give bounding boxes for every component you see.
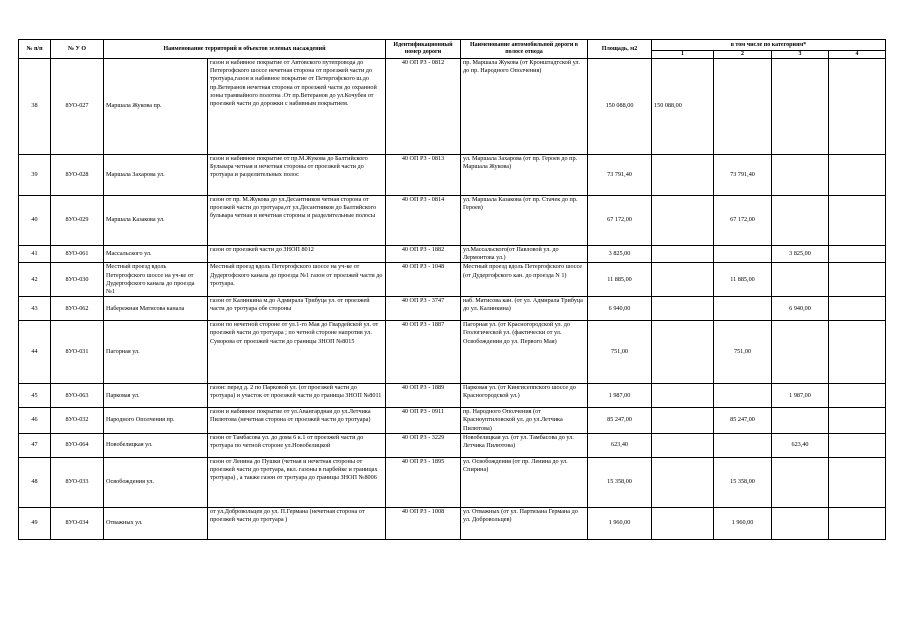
row-number: 45	[19, 384, 51, 408]
category-3-value: 6 940,00	[772, 297, 829, 321]
category-1-value	[652, 384, 714, 408]
category-2-value: 85 247,00	[714, 408, 772, 434]
uo-code: 8УО-061	[51, 246, 104, 263]
row-number: 43	[19, 297, 51, 321]
object-description: газон от Тамбасова ул. до дома 6 к.1 от проезжей части до тротуара по четной стороне ул.Новобелицкой	[208, 433, 386, 457]
object-description: газон и набивное покрытие от пр.М.Жукова до Балтийского Бульвара четная и нечетная стороны от проезжей части до тротуара и разделительных полос	[208, 155, 386, 196]
object-name: Парковая ул.	[104, 384, 208, 408]
road-id: 40 ОП РЗ - 0911	[386, 408, 461, 434]
object-description: Местный проезд вдоль Петергофского шоссе на уч-ке от Дудергофского канала до проезда №1 газон от проезжей части до тротуара.	[208, 263, 386, 297]
object-description: газон от проезжей части до ЗНОП 8012	[208, 246, 386, 263]
table-row	[19, 457, 886, 507]
row-number: 42	[19, 263, 51, 297]
uo-code: 8УО-062	[51, 297, 104, 321]
category-4-value	[829, 457, 886, 507]
category-3-value	[772, 196, 829, 246]
category-1-value: 150 088,00	[652, 59, 714, 155]
road-name: Новобелицкая ул. (от ул. Тамбасова до ул. Летчика Пилютова)	[461, 433, 588, 457]
area-value: 15 358,00	[588, 457, 652, 507]
category-1-value	[652, 507, 714, 539]
object-name: Массальского ул.	[104, 246, 208, 263]
header-row-1	[19, 40, 886, 51]
category-4-value	[829, 433, 886, 457]
col-header-hwy: Идентификационный номер дороги	[386, 40, 461, 59]
row-number: 39	[19, 155, 51, 196]
uo-code: 8УО-064	[51, 433, 104, 457]
area-value: 751,00	[588, 321, 652, 384]
road-name: ул. Отважных (от ул. Партизана Германа до ул. Добровольцев)	[461, 507, 588, 539]
category-1-value	[652, 263, 714, 297]
area-value: 73 791,40	[588, 155, 652, 196]
object-description: газон от Ленина до Пушки (четная и нечетная стороны от проезжей части до тротуара, вкл. газоны в парбейке и границах тротуара) , а также газон от тротуара до границы ЗНОП №8006	[208, 457, 386, 507]
area-value: 11 885,00	[588, 263, 652, 297]
category-1-value	[652, 433, 714, 457]
object-name: Набережная Матисова канала	[104, 297, 208, 321]
cat-header-1: 1	[652, 51, 714, 59]
area-value: 1 960,00	[588, 507, 652, 539]
row-number: 49	[19, 507, 51, 539]
uo-code: 8УО-027	[51, 59, 104, 155]
category-4-value	[829, 246, 886, 263]
category-2-value: 1 960,00	[714, 507, 772, 539]
category-1-value	[652, 321, 714, 384]
area-value: 1 987,00	[588, 384, 652, 408]
table-body	[19, 59, 886, 540]
table-row	[19, 297, 886, 321]
col-header-name: Наименование территорий и объектов зеленых насаждений	[104, 40, 386, 59]
row-number: 41	[19, 246, 51, 263]
uo-code: 8УО-063	[51, 384, 104, 408]
road-name: ул. Маршала Казакова (от пр. Стачек до пр. Героев)	[461, 196, 588, 246]
area-value: 623,40	[588, 433, 652, 457]
area-value: 150 088,00	[588, 59, 652, 155]
category-4-value	[829, 408, 886, 434]
category-4-value	[829, 196, 886, 246]
category-3-value	[772, 321, 829, 384]
col-header-categories: в том числе по категориям*	[652, 40, 886, 51]
object-name: Маршала Казакова ул.	[104, 196, 208, 246]
row-number: 48	[19, 457, 51, 507]
category-1-value	[652, 297, 714, 321]
cat-header-3: 3	[772, 51, 829, 59]
category-2-value	[714, 246, 772, 263]
col-header-area: Площадь, м2	[588, 40, 652, 59]
road-id: 40 ОП РЗ - 3229	[386, 433, 461, 457]
row-number: 38	[19, 59, 51, 155]
uo-code: 8УО-030	[51, 263, 104, 297]
table-row	[19, 196, 886, 246]
uo-code: 8УО-031	[51, 321, 104, 384]
area-value: 67 172,00	[588, 196, 652, 246]
object-name: Освобождения ул.	[104, 457, 208, 507]
object-description: от ул.Добровольцев до ул. П.Германа (нечетная сторона от проезжей части до тротуара )	[208, 507, 386, 539]
col-header-num: № п/п	[19, 40, 51, 59]
road-name: ул.Массальского(от Павловой ул. до Лермонтова ул.)	[461, 246, 588, 263]
cat-header-2: 2	[714, 51, 772, 59]
category-1-value	[652, 408, 714, 434]
table-row	[19, 246, 886, 263]
road-id: 40 ОП РЗ - 0813	[386, 155, 461, 196]
object-description: газон по нечетной стороне от ул.1-го Мая до Гвардейской ул. от проезжей части до тротуара ; по четной стороне напротив ул. Суворова от проезжей части до границы ЗНОП №8015	[208, 321, 386, 384]
category-3-value: 3 825,00	[772, 246, 829, 263]
object-name: Маршала Захарова ул.	[104, 155, 208, 196]
object-name: Отважных ул.	[104, 507, 208, 539]
road-name: Пагорная ул. (от Красногородской ул. до Геологической ул. (фактически от ул. Освобождения до ул. Первого Мая)	[461, 321, 588, 384]
object-description: газон от пр. М.Жукова до ул.Десантников четная сторона от проезжей части до тротуара,от ул.Десантников до Балтийского бульвара четная и нечетная стороны и разделительные полосы	[208, 196, 386, 246]
category-1-value	[652, 246, 714, 263]
road-name: Парковая ул. (от Кингисеппского шоссе до Красногородской ул.)	[461, 384, 588, 408]
category-3-value: 623,40	[772, 433, 829, 457]
green-spaces-table	[18, 39, 886, 540]
category-2-value	[714, 297, 772, 321]
category-4-value	[829, 297, 886, 321]
category-2-value: 15 358,00	[714, 457, 772, 507]
road-id: 40 ОП РЗ - 3747	[386, 297, 461, 321]
road-name: пр. Маршала Жукова (от Кронштадтской ул. до пр. Народного Ополчения)	[461, 59, 588, 155]
row-number: 44	[19, 321, 51, 384]
table-row	[19, 155, 886, 196]
table-row	[19, 507, 886, 539]
object-name: Маршала Жукова пр.	[104, 59, 208, 155]
object-name: Пагорная ул.	[104, 321, 208, 384]
road-name: пр. Народного Ополчения (от Красноуптиловской ул. до ул.Летчика Пилютова)	[461, 408, 588, 434]
road-id: 40 ОП РЗ - 1882	[386, 246, 461, 263]
col-header-road: Наименование автомобильной дороги в полосе отвода	[461, 40, 588, 59]
road-name: ул. Освобождения (от пр. Ленина до ул. Спирина)	[461, 457, 588, 507]
table-row	[19, 433, 886, 457]
category-2-value: 73 791,40	[714, 155, 772, 196]
road-id: 40 ОП РЗ - 0812	[386, 59, 461, 155]
category-2-value: 751,00	[714, 321, 772, 384]
category-1-value	[652, 155, 714, 196]
area-value: 85 247,00	[588, 408, 652, 434]
row-number: 47	[19, 433, 51, 457]
col-header-uo: № У О	[51, 40, 104, 59]
cat-header-4: 4	[829, 51, 886, 59]
object-name: Местный проезд вдоль Петергофского шоссе на уч-ке от Дудергофского канала до проезда №1	[104, 263, 208, 297]
category-1-value	[652, 196, 714, 246]
row-number: 40	[19, 196, 51, 246]
road-id: 40 ОП РЗ - 1048	[386, 263, 461, 297]
category-3-value	[772, 263, 829, 297]
road-name: ул. Маршала Захарова (от пр. Героев до пр. Маршала Жукова)	[461, 155, 588, 196]
category-4-value	[829, 263, 886, 297]
category-2-value: 11 885,00	[714, 263, 772, 297]
road-id: 40 ОП РЗ - 0814	[386, 196, 461, 246]
object-description: газон и набивное покрытие от ул.Авангардная до ул.Летчика Пилютова (нечетная сторона от проезжей части до тротуара)	[208, 408, 386, 434]
road-id: 40 ОП РЗ - 1008	[386, 507, 461, 539]
category-2-value: 67 172,00	[714, 196, 772, 246]
category-4-value	[829, 59, 886, 155]
object-description: газон и набивное покрытие от Автовского путепровода до Петергофского шоссе нечетная сторона от проезжей части до тротуара,газон и набивное покрытие от Петергофского ш.до пр.Ветеранов нечетная сторона от проезжей части до охранной зоны трамвайного полотна .От пр.Ветеранов до ул.Кочубея от проезжей части до дорожки с набивным покрытием.	[208, 59, 386, 155]
category-3-value: 1 987,00	[772, 384, 829, 408]
uo-code: 8УО-032	[51, 408, 104, 434]
row-number: 46	[19, 408, 51, 434]
table-row	[19, 263, 886, 297]
road-name: Местный проезд вдоль Петергофского шоссе (от Дудергофского кан. до проезда N 1)	[461, 263, 588, 297]
uo-code: 8УО-033	[51, 457, 104, 507]
road-name: наб. Матисова кан. (от ул. Адмирала Трибуца до ул. Калинкина)	[461, 297, 588, 321]
category-4-value	[829, 321, 886, 384]
object-name: Народного Ополчения пр.	[104, 408, 208, 434]
category-3-value	[772, 507, 829, 539]
category-3-value	[772, 408, 829, 434]
uo-code: 8УО-028	[51, 155, 104, 196]
category-4-value	[829, 507, 886, 539]
category-3-value	[772, 457, 829, 507]
category-4-value	[829, 155, 886, 196]
table-row	[19, 59, 886, 155]
object-description: газон от Калинкина м.до Адмирала Трибуца ул. от проезжей части до тротуара обе стороны	[208, 297, 386, 321]
road-id: 40 ОП РЗ - 1889	[386, 384, 461, 408]
category-4-value	[829, 384, 886, 408]
table-row	[19, 408, 886, 434]
category-2-value	[714, 433, 772, 457]
green-spaces-table-sheet	[18, 39, 886, 540]
area-value: 6 940,00	[588, 297, 652, 321]
uo-code: 8УО-029	[51, 196, 104, 246]
uo-code: 8УО-034	[51, 507, 104, 539]
category-1-value	[652, 457, 714, 507]
area-value: 3 825,00	[588, 246, 652, 263]
object-description: газон: перед д. 2 по Парковой ул. (от проезжей части до тротуара) и участок от проезжей части до границы ЗНОП №8011	[208, 384, 386, 408]
table-row	[19, 384, 886, 408]
road-id: 40 ОП РЗ - 1887	[386, 321, 461, 384]
category-2-value	[714, 384, 772, 408]
table-row	[19, 321, 886, 384]
category-3-value	[772, 155, 829, 196]
category-3-value	[772, 59, 829, 155]
category-2-value	[714, 59, 772, 155]
road-id: 40 ОП РЗ - 1895	[386, 457, 461, 507]
object-name: Новобелицкая ул.	[104, 433, 208, 457]
